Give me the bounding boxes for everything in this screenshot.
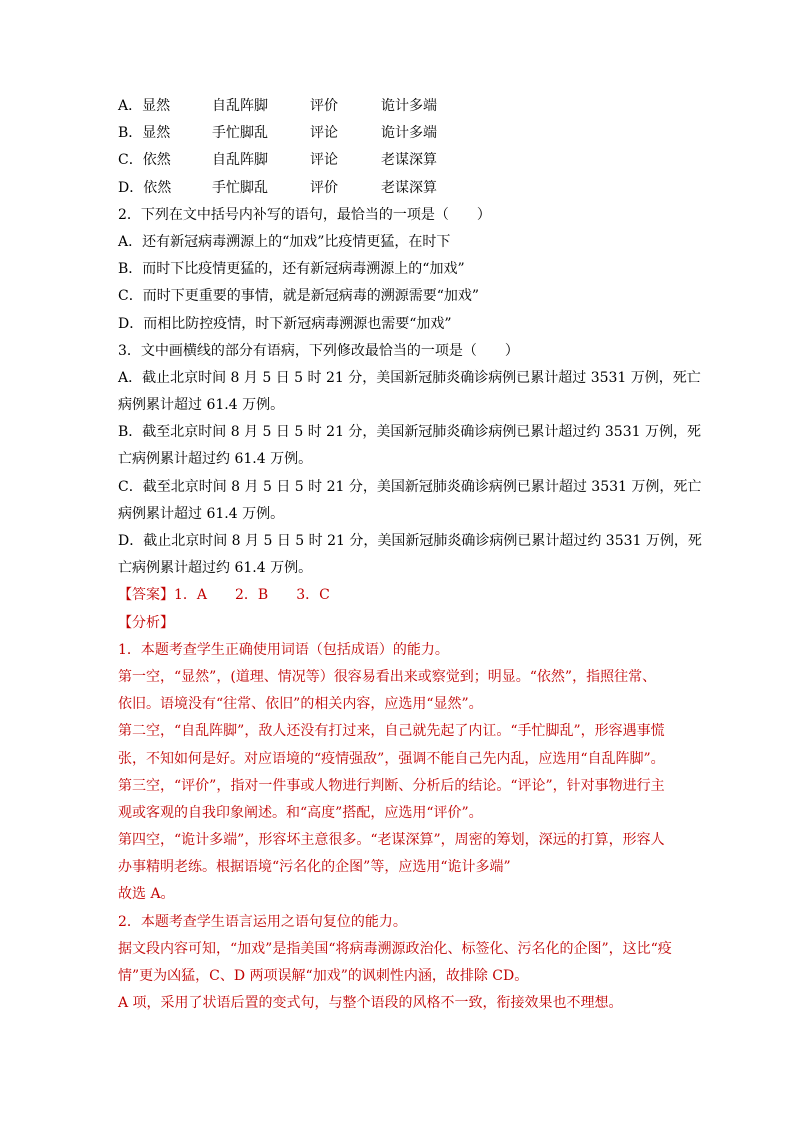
q1-option-b bbox=[118, 120, 678, 147]
option-word: 评论 bbox=[310, 125, 338, 142]
analysis-line: 情”更为凶猛，C、D 两项误解“加戏”的讽刺性内涵，故排除 CD。 bbox=[118, 968, 529, 984]
q2-option-d: D．而相比防控疫情，时下新冠病毒溯源也需要“加戏” bbox=[118, 315, 452, 332]
q3-option-d-line2: 亡病例累计超过约 61.4 万例。 bbox=[118, 560, 313, 577]
q3-option-c-line2: 病例累计超过 61.4 万例。 bbox=[118, 505, 285, 522]
analysis-line: 第三空，“评价”，指对一件事或人物进行判断、分析后的结论。“评论”，针对事物进行主 bbox=[118, 777, 665, 794]
option-label: D．依然 bbox=[118, 179, 172, 196]
analysis-line: 2．本题考查学生语言运用之语句复位的能力。 bbox=[118, 913, 407, 930]
option-word: 老谋深算 bbox=[381, 152, 437, 169]
q3-option-b-line1: B．截至北京时间 8 月 5 日 5 时 21 分，美国新冠肺炎确诊病例已累计超过约 3531 万例，死 bbox=[118, 424, 701, 441]
q1-option-d bbox=[118, 175, 678, 202]
analysis-line: 张，不知如何是好。对应语境的“疫情强敌”，强调不能自己先内乱，应选用“自乱阵脚”。 bbox=[118, 750, 665, 767]
analysis-line: 据文段内容可知，“加戏”是指美国“将病毒溯源政治化、标签化、污名化的企图”，这比“疫 bbox=[118, 940, 672, 957]
analysis-line: 办事精明老练。根据语境“污名化的企图”等，应选用“诡计多端” bbox=[118, 859, 511, 876]
analysis-line: 1．本题考查学生正确使用词语（包括成语）的能力。 bbox=[118, 641, 449, 658]
option-label: C．依然 bbox=[118, 152, 171, 169]
analysis-tag: 【分析】 bbox=[118, 614, 174, 631]
analysis-line: 依旧。语境没有“往常、依旧”的相关内容，应选用“显然”。 bbox=[118, 696, 483, 713]
answer-line bbox=[118, 582, 678, 609]
option-word: 评价 bbox=[310, 98, 338, 114]
q3-option-d-line1: D．截止北京时间 8 月 5 日 5 时 21 分，美国新冠肺炎确诊病例已累计超过约 3531 万例，死 bbox=[118, 533, 702, 549]
q3-option-a-line2: 病例累计超过 61.4 万例。 bbox=[118, 397, 285, 414]
option-label: A．显然 bbox=[118, 98, 171, 114]
q2-option-c: C．而时下更重要的事情，就是新冠病毒的溯源需要“加戏” bbox=[118, 288, 480, 305]
option-word: 诡计多端 bbox=[381, 98, 437, 114]
analysis-line: 观或客观的自我印象阐述。和“高度”搭配，应选用“评价”。 bbox=[118, 804, 483, 821]
option-word: 老谋深算 bbox=[381, 179, 437, 196]
option-word: 评价 bbox=[310, 179, 338, 196]
analysis-line: 第二空，“自乱阵脚”，敌人还没有打过来，自己就先起了内讧。“手忙脚乱”，形容遇事慌 bbox=[118, 723, 665, 740]
q2-option-a: A．还有新冠病毒溯源上的“加戏”比疫情更猛，在时下 bbox=[118, 233, 451, 250]
q3-stem: 3．文中画横线的部分有语病，下列修改最恰当的一项是（ ） bbox=[118, 342, 519, 359]
option-word: 自乱阵脚 bbox=[212, 152, 268, 169]
answer-tag: 【答案】 bbox=[118, 587, 174, 604]
option-label: B．显然 bbox=[118, 125, 171, 142]
q3-option-c-line1: C．截至北京时间 8 月 5 日 5 时 21 分，美国新冠肺炎确诊病例已累计超过 3531 万例，死亡 bbox=[118, 478, 702, 495]
q3-option-a-line1: A．截止北京时间 8 月 5 日 5 时 21 分，美国新冠肺炎确诊病例已累计超过 3531 万例，死亡 bbox=[118, 369, 701, 386]
answer-text: 1．A 2．B 3．C bbox=[174, 587, 330, 604]
q3-option-b-line2: 亡病例累计超过约 61.4 万例。 bbox=[118, 451, 313, 468]
option-word: 手忙脚乱 bbox=[212, 125, 268, 142]
document-page bbox=[118, 93, 702, 1017]
q1-option-a bbox=[118, 93, 678, 120]
analysis-line: 第四空，“诡计多端”，形容坏主意很多。“老谋深算”，周密的筹划，深远的打算，形容人 bbox=[118, 832, 665, 849]
option-word: 评论 bbox=[310, 152, 338, 169]
option-word: 诡计多端 bbox=[381, 125, 437, 142]
option-word: 手忙脚乱 bbox=[212, 179, 268, 196]
q2-stem: 2．下列在文中括号内补写的语句，最恰当的一项是（ ） bbox=[118, 206, 491, 223]
analysis-line: 第一空，“显然”，(道理、情况等）很容易看出来或察觉到；明显。“依然”，指照往常、 bbox=[118, 668, 657, 685]
option-word: 自乱阵脚 bbox=[212, 98, 268, 114]
analysis-line: 故选 A。 bbox=[118, 886, 175, 903]
q2-option-b: B．而时下比疫情更猛的，还有新冠病毒溯源上的“加戏” bbox=[118, 261, 465, 278]
analysis-line: A 项，采用了状语后置的变式句，与整个语段的风格不一致，衔接效果也不理想。 bbox=[118, 995, 623, 1012]
q1-option-c bbox=[118, 147, 678, 174]
